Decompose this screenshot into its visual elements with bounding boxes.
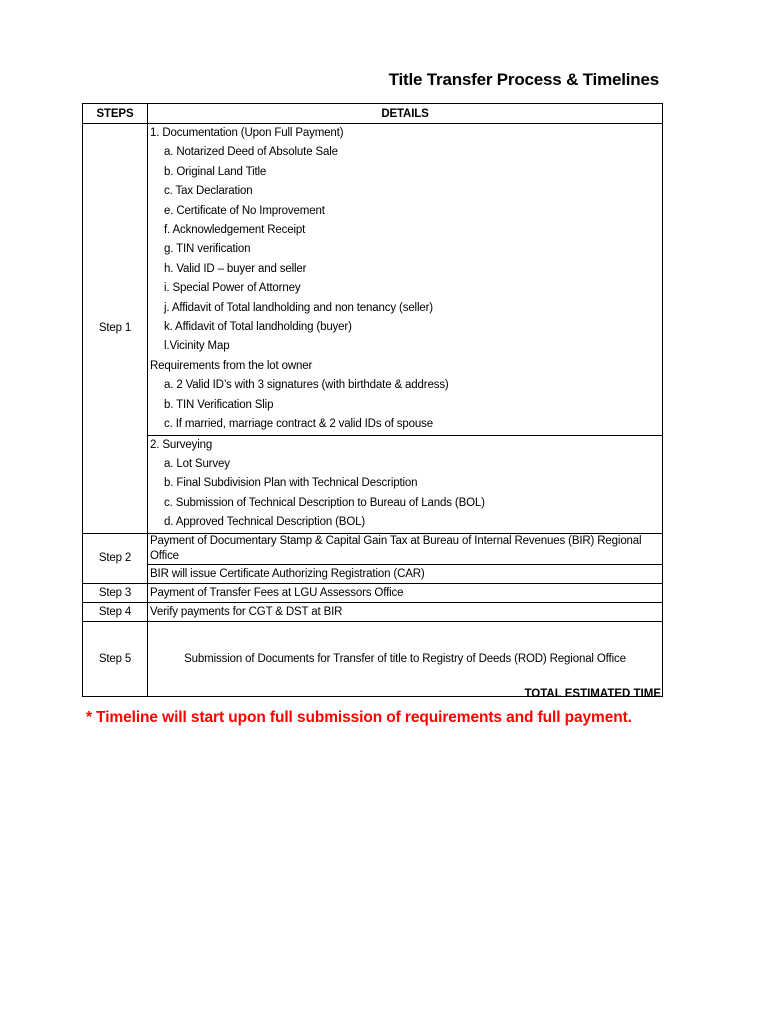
total-estimated-time-label: TOTAL ESTIMATED TIME [524, 688, 661, 700]
lot-owner-heading: Requirements from the lot owner [150, 359, 313, 372]
documentation-item: b. Original Land Title [164, 165, 267, 178]
page-title: Title Transfer Process & Timelines [388, 70, 659, 89]
table-row [83, 564, 663, 583]
timeline-note: * Timeline will start upon full submission of requirements and full payment. [86, 709, 632, 726]
table-row [83, 435, 663, 533]
step-2-detail-cell [148, 533, 663, 564]
documentation-item: h. Valid ID – buyer and seller [164, 262, 307, 275]
documentation-item: k. Affidavit of Total landholding (buyer) [164, 321, 352, 334]
documentation-item: a. Notarized Deed of Absolute Sale [164, 146, 338, 159]
table-header-row [83, 104, 663, 124]
surveying-item: d. Approved Technical Description (BOL) [164, 516, 366, 529]
table-row [83, 602, 663, 621]
surveying-heading: 2. Surveying [150, 438, 213, 451]
lot-owner-item: b. TIN Verification Slip [164, 398, 274, 411]
step-2-detail-payment: Payment of Documentary Stamp & Capital Gain Tax at Bureau of Internal Revenues (BIR) Regional Office [150, 534, 642, 562]
steps-table [82, 103, 663, 697]
surveying-item: c. Submission of Technical Description to Bureau of Lands (BOL) [164, 496, 485, 509]
lot-owner-item: a. 2 Valid ID’s with 3 signatures (with birthdate & address) [164, 379, 449, 392]
step-1-documentation-cell [148, 124, 663, 436]
documentation-item: g. TIN verification [164, 243, 251, 256]
table-row [83, 583, 663, 602]
step-2-label: Step 2 [83, 533, 148, 583]
documentation-item: e. Certificate of No Improvement [164, 204, 325, 217]
step-3-label: Step 3 [83, 583, 148, 602]
documentation-item: f. Acknowledgement Receipt [164, 224, 306, 237]
step-2-detail-car: BIR will issue Certificate Authorizing Registration (CAR) [148, 564, 663, 583]
step-3-detail: Payment of Transfer Fees at LGU Assessors Office [148, 583, 663, 602]
step-5-detail: Submission of Documents for Transfer of title to Registry of Deeds (ROD) Regional Office [148, 621, 663, 696]
step-5-label: Step 5 [83, 621, 148, 696]
surveying-item: a. Lot Survey [164, 457, 230, 470]
table-row [83, 621, 663, 696]
step-4-detail: Verify payments for CGT & DST at BIR [148, 602, 663, 621]
documentation-item: i. Special Power of Attorney [164, 282, 301, 295]
step-1-surveying-cell [148, 435, 663, 533]
step-4-label: Step 4 [83, 602, 148, 621]
documentation-item: l.Vicinity Map [164, 340, 230, 353]
lot-owner-item: c. If married, marriage contract & 2 valid IDs of spouse [164, 418, 433, 431]
documentation-heading: 1. Documentation (Upon Full Payment) [150, 127, 344, 139]
header-details: DETAILS [148, 104, 663, 124]
table-row [83, 533, 663, 564]
documentation-item: c. Tax Declaration [164, 185, 253, 198]
step-1-label: Step 1 [83, 124, 148, 534]
header-steps: STEPS [83, 104, 148, 124]
table-row [83, 124, 663, 436]
surveying-item: b. Final Subdivision Plan with Technical Description [164, 477, 418, 490]
documentation-item: j. Affidavit of Total landholding and non tenancy (seller) [164, 301, 433, 314]
